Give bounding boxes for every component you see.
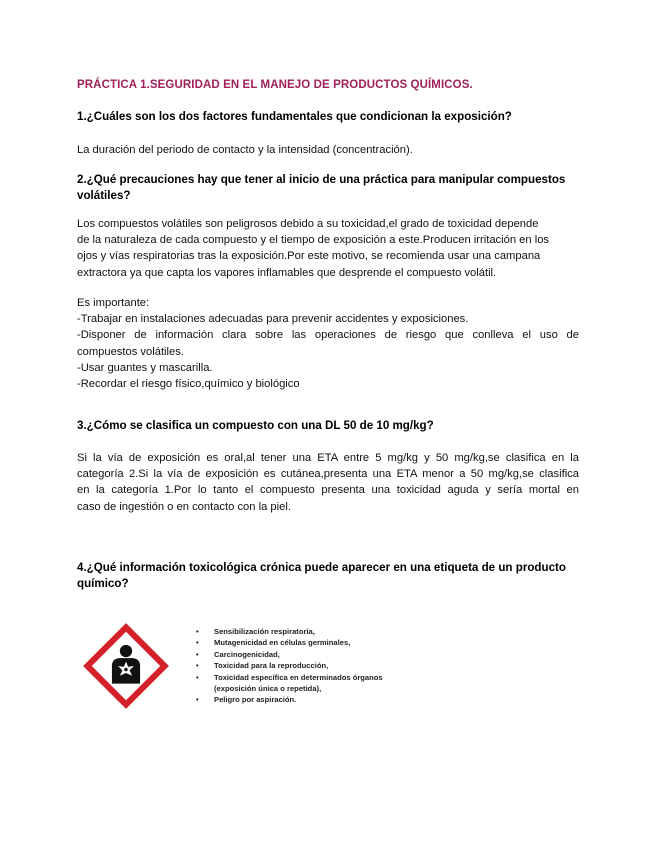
list-item: • Toxicidad específica en determinados órganos (exposición única o repetida),: [196, 672, 383, 694]
answer-1: La duración del periodo de contacto y la intensidad (concentración).: [77, 144, 413, 156]
question-4: [77, 560, 579, 592]
paragraph-line: en la categoría 1.Por lo tanto el compuesto presenta una toxicidad aguda y sería mortal en: [77, 484, 579, 497]
answer-2-list: [77, 295, 579, 392]
paragraph-line: extractora ya que capta los vapores inflamables que desprende el compuesto volátil.: [77, 266, 497, 279]
list-line: -Disponer de información clara sobre las operaciones de riesgo que conlleva el uso de: [77, 329, 579, 342]
list-line: Es importante:: [77, 297, 150, 309]
list-line: -Recordar el riesgo físico,químico y biológico: [77, 378, 300, 391]
list-line: -Usar guantes y mascarilla.: [77, 361, 213, 374]
question-2: [77, 172, 579, 204]
answer-3: [77, 450, 579, 515]
question-4-line: 4.¿Qué información toxicológica crónica puede aparecer en una etiqueta de un producto: [77, 561, 566, 574]
paragraph-line: Si la vía de exposición es oral,al tener una ETA entre 5 mg/kg y 50 mg/kg,se clasifica en la: [77, 452, 579, 464]
chronic-hazard-list: [196, 626, 383, 706]
paragraph-line: ojos y vías respiratorias tras la exposición.Por este motivo, se recomienda usar una campana: [77, 250, 541, 263]
paragraph-line: Los compuestos volátiles son peligrosos debido a su toxicidad,el grado de toxicidad depende: [77, 218, 539, 230]
question-4-line: químico?: [77, 577, 129, 590]
question-3: 3.¿Cómo se clasifica un compuesto con una DL 50 de 10 mg/kg?: [77, 419, 434, 432]
question-2-line: 2.¿Qué precauciones hay que tener al inicio de una práctica para manipular compuestos: [77, 173, 566, 186]
paragraph-line: caso de ingestión o en contacto con la piel.: [77, 500, 291, 513]
list-item: • Sensibilización respiratoria,: [196, 627, 315, 636]
list-item: • Carcinogenicidad,: [196, 649, 280, 659]
question-1: 1.¿Cuáles son los dos factores fundamentales que condicionan la exposición?: [77, 110, 512, 123]
answer-2-paragraph: [77, 216, 579, 281]
question-2-line: volátiles?: [77, 189, 131, 202]
list-item: • Mutagenicidad en células germinales,: [196, 638, 351, 648]
paragraph-line: categoría 2.Si la vía de exposición es cutánea,presenta una ETA menor a 50 mg/kg,se clasifica: [77, 468, 579, 481]
list-item: • Peligro por aspiración.: [196, 695, 297, 705]
health-hazard-icon: [82, 622, 170, 710]
paragraph-line: de la naturaleza de cada compuesto y el tiempo de exposición a este.Producen irritación en los: [77, 234, 550, 247]
list-line: -Trabajar en instalaciones adecuadas para prevenir accidentes y exposiciones.: [77, 313, 469, 326]
list-line: compuestos volátiles.: [77, 345, 184, 358]
page-title: PRÁCTICA 1.SEGURIDAD EN EL MANEJO DE PRODUCTOS QUÍMICOS.: [77, 79, 473, 91]
list-item: • Toxicidad para la reproducción,: [196, 661, 329, 671]
